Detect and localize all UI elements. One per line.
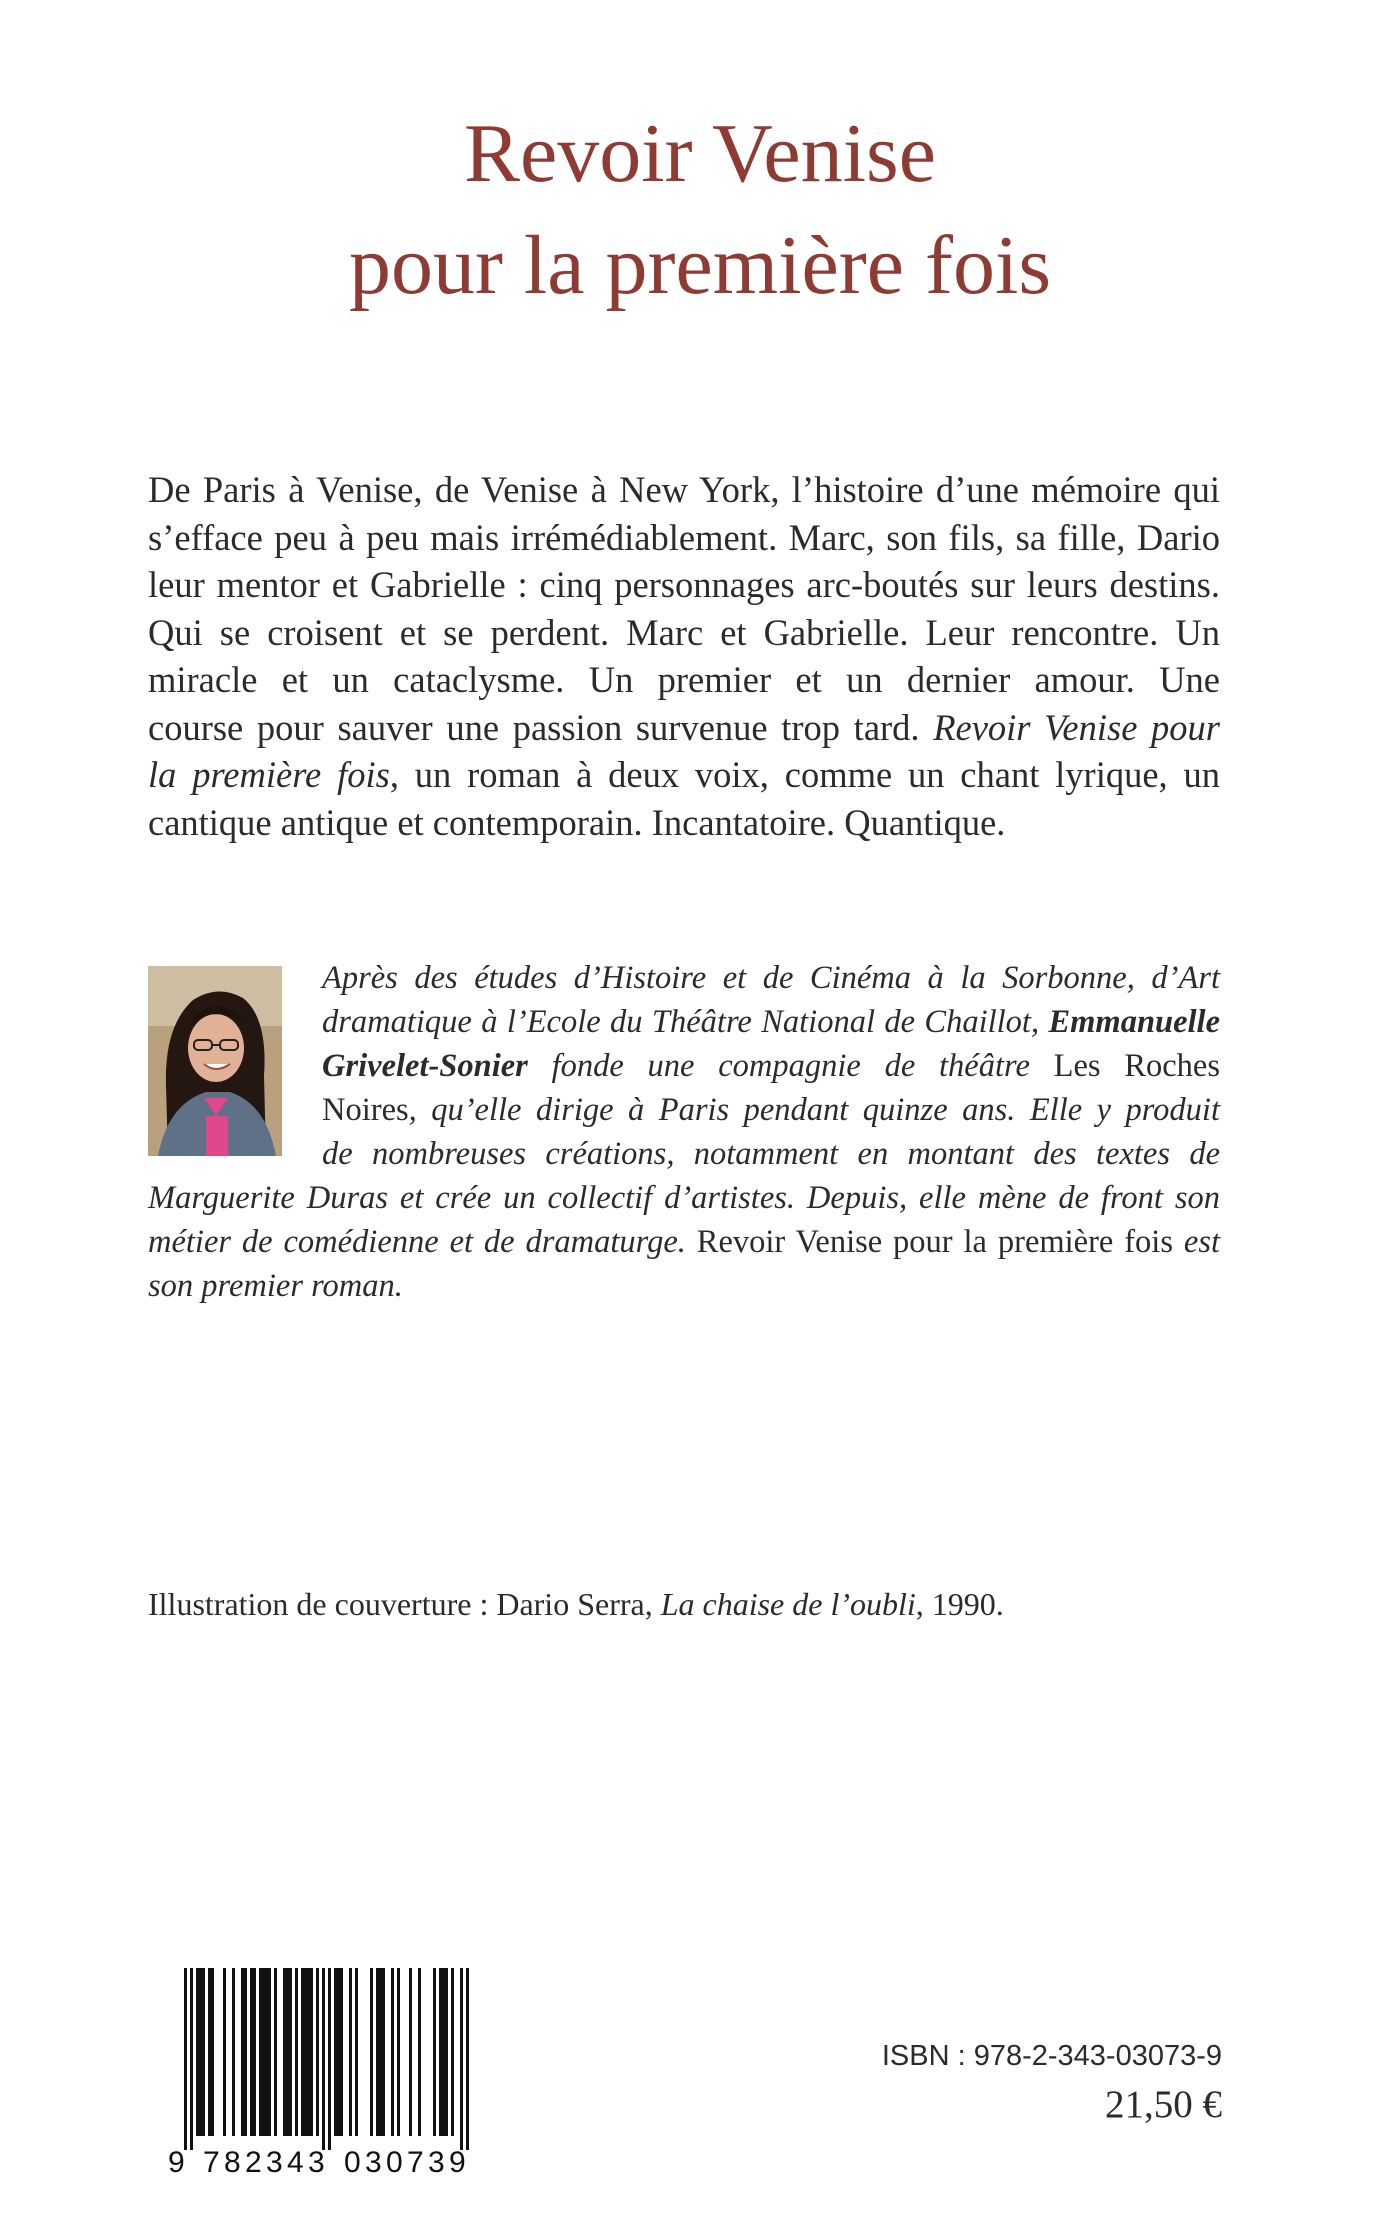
- blurb-line: [148, 704, 1220, 752]
- price: 21,50 €: [1105, 2083, 1222, 2126]
- barcode-icon: [162, 1962, 492, 2178]
- cover-illustration-credit: [148, 1584, 1004, 1624]
- barcode-bar: [262, 1968, 265, 2136]
- book-title-line-1: Revoir Venise: [463, 107, 937, 200]
- book-blurb: [148, 466, 1220, 846]
- barcode-bar: [295, 1968, 298, 2136]
- book-title: [0, 98, 1400, 322]
- barcode-digit: 7: [203, 2146, 220, 2178]
- bio-text: , qu’elle dirige à Paris pendant quinze ans. Elle y produit: [408, 1092, 1220, 1128]
- barcode-bar: [460, 1968, 463, 2150]
- barcode-bar: [337, 1968, 340, 2136]
- barcode-bar: [442, 1968, 445, 2136]
- barcode-bar: [289, 1968, 292, 2136]
- barcode-bar: [451, 1968, 454, 2136]
- blurb-title-italic: la première fois: [148, 754, 390, 795]
- book-title-line-2: pour la première fois: [348, 219, 1052, 312]
- barcode-bar: [340, 1968, 343, 2136]
- barcode-bar: [316, 1968, 319, 2136]
- barcode-bar: [433, 1968, 436, 2136]
- barcode-bar: [304, 1968, 307, 2136]
- blurb-line: [148, 751, 1220, 799]
- bio-line: Après des études d’Histoire et de Cinéma à la Sorbonne, d’Art: [322, 960, 1220, 996]
- bio-line: Marguerite Duras et crée un collectif d’artistes. Depuis, elle mène de front son: [148, 1180, 1220, 1216]
- company-name: Noires: [322, 1092, 409, 1128]
- author-name-last: Grivelet-Sonier: [322, 1048, 528, 1084]
- company-name: Les Roches: [1053, 1048, 1220, 1084]
- barcode-digit: 0: [386, 2146, 403, 2178]
- barcode-digit: 4: [287, 2146, 304, 2178]
- bio-line: [148, 1088, 1220, 1132]
- barcode-bar: [334, 1968, 337, 2136]
- barcode-digit: 3: [428, 2146, 445, 2178]
- barcode-bar: [211, 1968, 214, 2136]
- credit-text: Illustration de couverture : Dario Serra,: [148, 1586, 653, 1622]
- barcode-digit: 8: [224, 2146, 241, 2178]
- barcode-digit: 3: [266, 2146, 283, 2178]
- barcode-bar: [301, 1968, 304, 2136]
- barcode-bar: [232, 1968, 235, 2136]
- barcode-bar: [397, 1968, 400, 2136]
- barcode-bar: [196, 1968, 199, 2136]
- bio-text: est: [1183, 1224, 1220, 1260]
- barcode-bar: [253, 1968, 256, 2136]
- author-name-first: Emmanuelle: [1048, 1004, 1220, 1040]
- barcode: [162, 1962, 492, 2178]
- barcode-bar: [307, 1968, 310, 2136]
- blurb-line: De Paris à Venise, de Venise à New York, l’histoire d’une mémoire qui: [148, 469, 1220, 510]
- barcode-bar: [328, 1968, 331, 2150]
- barcode-digit: 3: [308, 2146, 325, 2178]
- barcode-bar: [445, 1968, 448, 2136]
- barcode-bar: [322, 1968, 325, 2150]
- barcode-bar: [391, 1968, 394, 2136]
- barcode-bar: [244, 1968, 247, 2136]
- barcode-bar: [259, 1968, 262, 2136]
- barcode-digit: 2: [245, 2146, 262, 2178]
- blurb-text: course pour sauver une passion survenue trop tard.: [148, 706, 920, 748]
- barcode-bar: [286, 1968, 289, 2136]
- blurb-line: cantique antique et contemporain. Incantatoire. Quantique.: [148, 801, 1006, 843]
- barcode-bar: [274, 1968, 277, 2136]
- barcode-digit: 0: [344, 2146, 361, 2178]
- barcode-bar: [265, 1968, 268, 2136]
- barcode-bar: [370, 1968, 373, 2136]
- barcode-bar: [283, 1968, 286, 2136]
- blurb-text: , un roman à deux voix, comme un chant lyrique, un: [389, 754, 1220, 795]
- blurb-line: leur mentor et Gabrielle : cinq personnages arc-boutés sur leurs destins.: [148, 564, 1220, 605]
- barcode-digit: 3: [365, 2146, 382, 2178]
- barcode-bar: [355, 1968, 358, 2136]
- bio-line: [148, 1044, 1220, 1088]
- barcode-bar: [382, 1968, 385, 2136]
- barcode-digit: 7: [407, 2146, 424, 2178]
- barcode-bar: [199, 1968, 202, 2136]
- barcode-bar: [466, 1968, 469, 2150]
- barcode-bar: [349, 1968, 352, 2136]
- barcode-bar: [223, 1968, 226, 2136]
- barcode-digit: 9: [449, 2146, 466, 2178]
- author-bio: [148, 956, 1220, 1308]
- isbn-number: ISBN : 978-2-343-03073-9: [881, 2040, 1222, 2072]
- barcode-digit: 9: [168, 2146, 185, 2178]
- bio-line: son premier roman.: [148, 1268, 403, 1304]
- barcode-bar: [418, 1968, 421, 2136]
- bio-text: dramatique à l’Ecole du Théâtre National de Chaillot,: [322, 1004, 1040, 1040]
- bio-line: [148, 1220, 1220, 1264]
- barcode-bar: [241, 1968, 244, 2136]
- barcode-bar: [310, 1968, 313, 2136]
- barcode-bar: [250, 1968, 253, 2136]
- bio-text: métier de comédienne et de dramaturge.: [148, 1224, 686, 1260]
- credit-text: , 1990.: [915, 1586, 1004, 1622]
- barcode-bar: [208, 1968, 211, 2136]
- barcode-bar: [409, 1968, 412, 2136]
- bio-line: de nombreuses créations, notamment en montant des textes de: [322, 1136, 1220, 1172]
- bio-line: [148, 1000, 1220, 1044]
- barcode-bar: [202, 1968, 205, 2136]
- credit-work-title: La chaise de l’oubli: [660, 1586, 916, 1622]
- blurb-line: Qui se croisent et se perdent. Marc et Gabrielle. Leur rencontre. Un: [148, 611, 1220, 653]
- barcode-bar: [379, 1968, 382, 2136]
- barcode-bar: [439, 1968, 442, 2136]
- barcode-bar: [184, 1968, 187, 2150]
- blurb-line: s’efface peu à peu mais irrémédiablement. Marc, son fils, sa fille, Dario: [148, 516, 1220, 558]
- bio-book-title: Revoir Venise pour la première fois: [696, 1224, 1173, 1260]
- blurb-line: miracle et un cataclysme. Un premier et un dernier amour. Une: [148, 659, 1220, 700]
- bio-text: fonde une compagnie de théâtre: [551, 1048, 1030, 1084]
- barcode-bar: [376, 1968, 379, 2136]
- blurb-title-italic: Revoir Venise pour: [933, 706, 1220, 748]
- barcode-bar: [190, 1968, 193, 2150]
- barcode-bar: [268, 1968, 271, 2136]
